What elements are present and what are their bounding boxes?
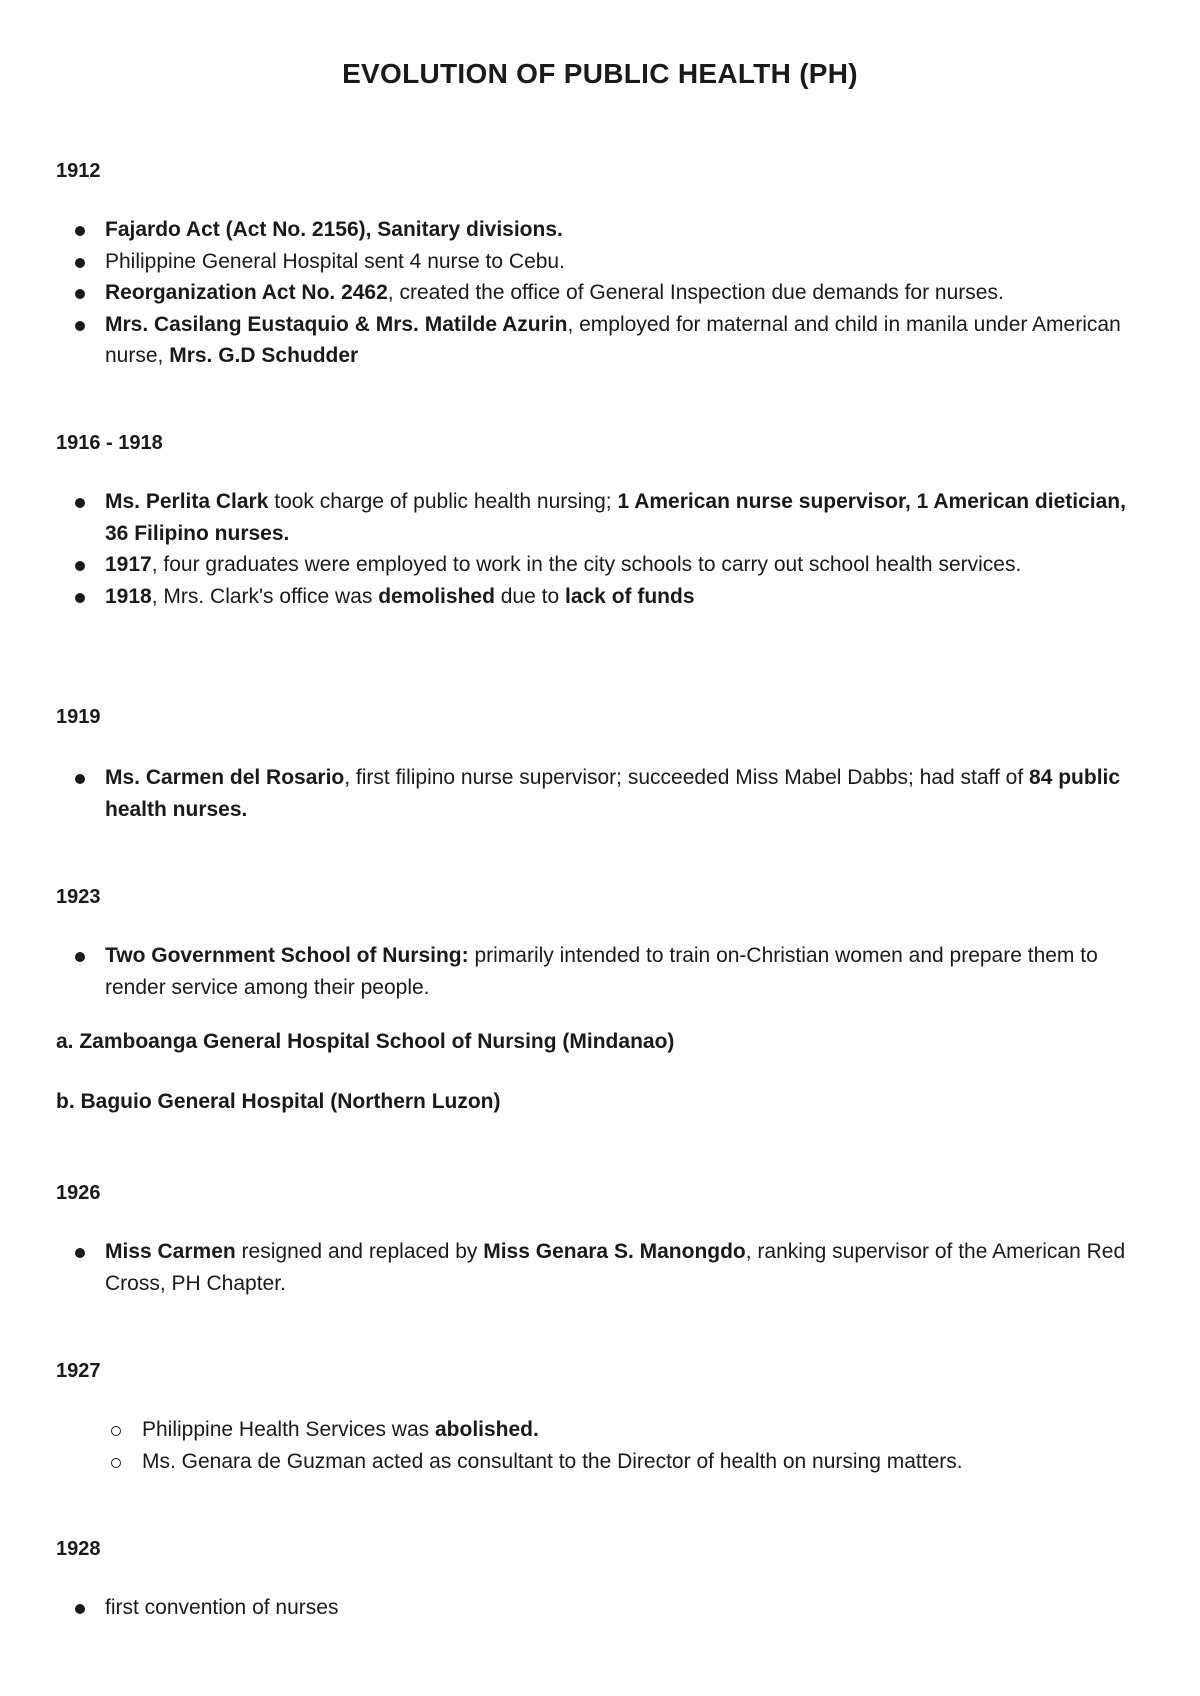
bold-text: Ms. Carmen del Rosario <box>105 766 345 789</box>
list-item <box>0 1592 1200 1624</box>
list-item <box>0 940 1200 1003</box>
bold-text: Ms. Perlita Clark <box>105 490 269 513</box>
list-item <box>0 277 1200 309</box>
body-text: due to <box>494 584 565 608</box>
body-text: , four graduates were employed to work in the city schools to carry out school health services. <box>151 553 1022 576</box>
list-item <box>0 762 1200 825</box>
list-item <box>0 214 1200 246</box>
sub-item-zamboanga: a. Zamboanga General Hospital School of Nursing (Mindanao) <box>56 1030 675 1053</box>
list-item <box>0 581 1200 613</box>
bold-text: Two Government School of Nursing: <box>105 944 469 967</box>
bold-text: Miss Genara S. Manongdo <box>483 1240 746 1263</box>
bold-text: 1917 <box>105 553 152 576</box>
list-item <box>0 486 1200 549</box>
body-text: , created the office of General Inspection due demands for nurses. <box>387 281 1004 304</box>
bullet-list-1926 <box>0 1236 1200 1299</box>
body-text: resigned and replaced by <box>235 1240 484 1263</box>
bold-text: Miss Carmen <box>105 1240 236 1263</box>
list-item <box>0 246 1200 278</box>
body-text: Ms. Genara de Guzman acted as consultant to the Director of health on nursing matters. <box>142 1449 963 1473</box>
body-text: first convention of nurses <box>105 1596 339 1619</box>
bold-text: 1 American nurse supervisor, 1 American dietician, 36 Filipino nurses. <box>105 490 1126 545</box>
body-text: , Mrs. Clark's office was <box>151 584 379 608</box>
list-item <box>0 1446 1200 1478</box>
circle-list-1927 <box>0 1414 1200 1477</box>
body-text: , ranking supervisor of the American Red Cross, PH Chapter. <box>105 1240 1126 1295</box>
bold-text: Reorganization Act No. 2462 <box>105 281 388 304</box>
bold-text: 1918 <box>105 584 152 608</box>
bold-text: 84 public health nurses. <box>105 766 1121 821</box>
list-item <box>0 1414 1200 1446</box>
body-text: , employed for maternal and child in manila under American nurse, <box>105 312 1121 367</box>
list-item <box>0 549 1200 581</box>
bold-text: lack of funds <box>564 584 695 608</box>
sub-item-baguio: b. Baguio General Hospital (Northern Luzon) <box>56 1090 501 1113</box>
year-heading-1919: 1919 <box>56 706 101 728</box>
year-heading-1928: 1928 <box>56 1538 101 1560</box>
year-heading-1923: 1923 <box>56 886 101 908</box>
bullet-list-1912 <box>0 214 1200 372</box>
body-text: primarily intended to train on-Christian women and prepare them to render service among their people. <box>105 944 1098 999</box>
body-text: took charge of public health nursing; <box>268 490 618 513</box>
bullet-list-1916-1918 <box>0 486 1200 612</box>
document-title: EVOLUTION OF PUBLIC HEALTH (PH) <box>342 58 858 89</box>
bullet-list-1923 <box>0 940 1200 1003</box>
body-text: Philippine General Hospital sent 4 nurse to Cebu. <box>105 249 565 273</box>
bullet-list-1919 <box>0 762 1200 825</box>
year-heading-1927: 1927 <box>56 1360 101 1382</box>
body-text: Philippine Health Services was <box>142 1418 435 1441</box>
bold-text: Mrs. G.D Schudder <box>169 344 359 367</box>
year-heading-1926: 1926 <box>56 1182 101 1204</box>
bullet-list-1928 <box>0 1592 1200 1624</box>
year-heading-1912: 1912 <box>56 160 101 182</box>
bold-text: abolished. <box>434 1418 539 1441</box>
bold-text: Mrs. Casilang Eustaquio & Mrs. Matilde Azurin <box>105 312 568 336</box>
list-item <box>0 309 1200 372</box>
year-heading-1916-1918: 1916 - 1918 <box>56 432 163 454</box>
bold-text: Fajardo Act (Act No. 2156), Sanitary divisions. <box>105 218 563 241</box>
bold-text: demolished <box>378 584 495 608</box>
body-text: , first filipino nurse supervisor; succeeded Miss Mabel Dabbs; had staff of <box>344 766 1030 789</box>
list-item <box>0 1236 1200 1299</box>
